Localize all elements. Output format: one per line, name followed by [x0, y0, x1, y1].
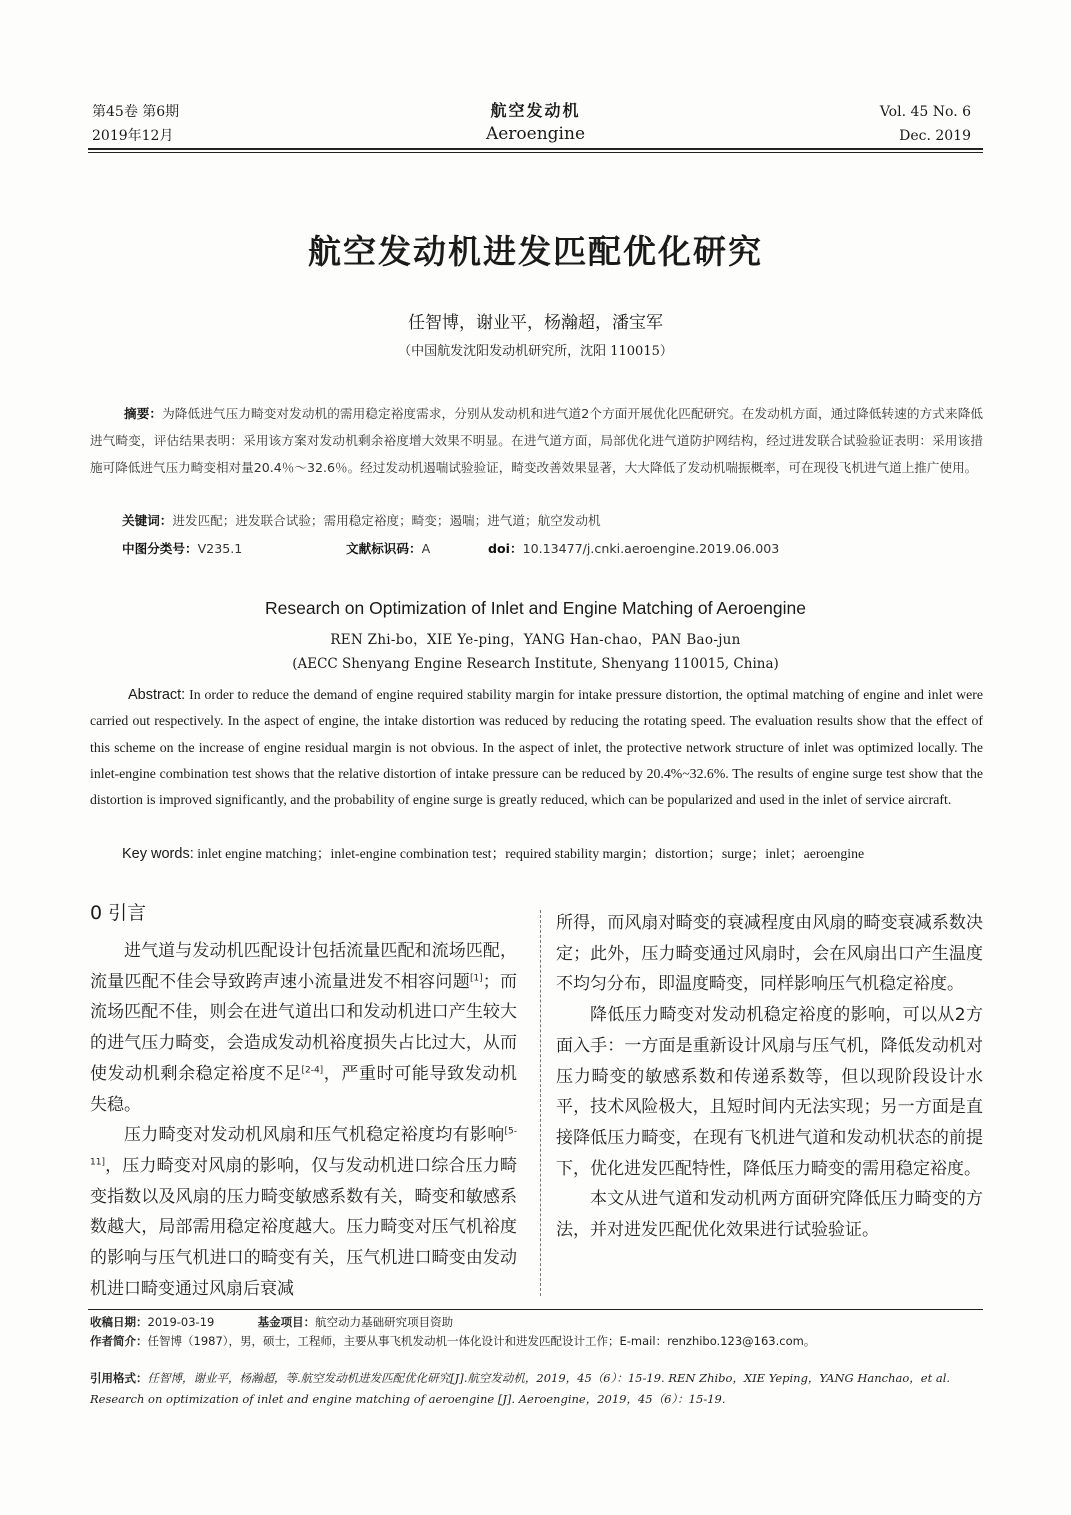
received-date: 2019-03-19: [147, 1315, 215, 1329]
affiliation-cn: （中国航发沈阳发动机研究所，沈阳 110015）: [398, 344, 673, 359]
abstract-cn-label: 摘要：: [124, 406, 163, 421]
doc-code-item: [346, 538, 430, 557]
header-volume-en-block: [880, 100, 971, 148]
doi-item: [488, 538, 779, 557]
citation-ref: [2-4]: [301, 1065, 324, 1076]
keywords-en-text: inlet engine matching；inlet-engine combination test；required stability margin；distortion；surge；inlet；aeroengine: [197, 846, 865, 861]
footnote-rule: [88, 1309, 983, 1310]
author-bio-text: 任智博（1987），男，硕士，工程师，主要从事飞机发动机一体化设计和进发匹配设计工作；E-mail：renzhibo.123@163.com。: [147, 1334, 816, 1348]
clc-item: [122, 538, 242, 557]
citation-ref: [5-11]: [90, 1126, 517, 1168]
fund-label: 基金项目：: [257, 1315, 316, 1329]
header-volume-cn: 第45卷 第6期: [92, 104, 180, 120]
authors-cn: 任智博，谢业平，杨瀚超，潘宝军: [408, 313, 663, 333]
keywords-cn-label: 关键词：: [122, 513, 173, 528]
clc-label: 中图分类号：: [122, 541, 198, 556]
paragraph-text: ，压力畸变对风扇的影响，仅与发动机进口综合压力畸变指数以及风扇的压力畸变敏感系数有关，畸变和敏感系数越大，局部需用稳定裕度越大。压力畸变对压气机裕度的影响与压气机进口的畸变有关，压气机进口畸变由发动机进口畸变通过风扇后衰减: [90, 1155, 517, 1299]
fund-text: 航空动力基础研究项目资助: [315, 1315, 454, 1329]
doi-label: doi：: [488, 541, 523, 556]
header-journal-cn: 航空发动机: [490, 101, 581, 120]
doc-code-value: A: [421, 541, 431, 556]
keywords-cn: [122, 510, 601, 529]
header-date-en: Dec. 2019: [899, 128, 971, 144]
abstract-en-text: In order to reduce the demand of engine required stability margin for intake pressure distortion, the optimal matching of engine and inlet were carried out respectively. In the aspect of engine, the intake distortion was reduced by reducing the rotating speed. The evaluation results show that the effect of this scheme on the increase of engine residual margin is not obvious. In the aspect of inlet, the protective network structure of inlet was optimized locally. The inlet-engine combination test shows that the relative distortion of intake pressure can be reduced by 20.4%~32.6%. The results of engine surge test show that the distortion is improved significantly, and the probability of engine surge is greatly reduced, which can be popularized and used in the inlet of service aircraft.: [90, 687, 983, 808]
column-divider: [540, 910, 541, 1296]
clc-value: V235.1: [197, 541, 243, 556]
paragraph-text: 进气道与发动机匹配设计包括流量匹配和流场匹配，流量匹配不佳会导致跨声速小流量进发不相容问题: [90, 941, 517, 992]
keywords-cn-text: 进发匹配；进发联合试验；需用稳定裕度；畸变；遏喘；进气道；航空发动机: [172, 513, 601, 528]
doc-code-label: 文献标识码：: [346, 541, 422, 556]
body-column-left: [90, 936, 517, 1304]
abstract-en: [90, 682, 983, 813]
paragraph: [90, 936, 517, 1120]
header-journal-en: Aeroengine: [485, 124, 586, 144]
keywords-en-label: Key words:: [122, 846, 194, 862]
paragraph: 本文从进气道和发动机两方面研究降低压力畸变的方法，并对进发匹配优化效果进行试验验证。: [556, 1189, 983, 1241]
paragraph: [90, 1120, 517, 1304]
abstract-cn: [90, 400, 983, 481]
header-volume-en: Vol. 45 No. 6: [879, 104, 971, 120]
footnote-citation: [90, 1368, 983, 1410]
paper-title-cn: 航空发动机进发匹配优化研究: [308, 232, 763, 271]
footnote-received-fund: [90, 1312, 983, 1332]
paragraph-text: 压力畸变对发动机风扇和压气机稳定裕度均有影响: [124, 1125, 505, 1146]
author-bio-label: 作者简介：: [90, 1334, 148, 1348]
paragraph-text: ；而流场匹配不佳，则会在进气道出口和发动机进口产生较大的进气压力畸变，会造成发动机裕度损失占比过大，从而使发动机剩余稳定裕度不足: [90, 971, 518, 1084]
header-rule-thick: [88, 148, 983, 150]
header-date-cn: 2019年12月: [92, 128, 174, 144]
abstract-en-label: Abstract:: [128, 687, 186, 703]
paragraph: 降低压力畸变对发动机稳定裕度的影响，可以从2方面入手：一方面是重新设计风扇与压气机，降低发动机对压力畸变的敏感系数和传递系数等，但以现阶段设计水平，技术风险极大，且短时间内无法实现；另一方面是直接降低压力畸变，在现有飞机进气道和发动机状态的前提下，优化进发匹配特性，降低压力畸变的需用稳定裕度。: [556, 1005, 983, 1179]
footnote-author-bio: [90, 1331, 983, 1351]
citation-ref: [1]: [469, 973, 483, 984]
received-label: 收稿日期：: [90, 1315, 148, 1329]
doi-value: 10.13477/j.cnki.aeroengine.2019.06.003: [522, 541, 780, 556]
affiliation-en: (AECC Shenyang Engine Research Institute, Shenyang 110015, China): [292, 656, 779, 672]
abstract-cn-text: 为降低进气压力畸变对发动机的需用稳定裕度需求，分别从发动机和进气道2个方面开展优化匹配研究。在发动机方面，通过降低转速的方式来降低进气畸变，评估结果表明：采用该方案对发动机剩余裕度增大效果不明显。在进气道方面，局部优化进气道防护网结构，经过进发联合试验验证表明：采用该措施可降低进气压力畸变相对量20.4％～32.6％。经过发动机遏喘试验验证，畸变改善效果显著，大大降低了发动机喘振概率，可在现役飞机进气道上推广使用。: [90, 406, 984, 475]
paragraph-text: ，严重时可能导致发动机失稳。: [90, 1063, 518, 1115]
paper-title-en: Research on Optimization of Inlet and Engine Matching of Aeroengine: [265, 598, 806, 618]
citation-label: 引用格式：: [90, 1371, 148, 1385]
section-heading: 0 引言: [90, 902, 147, 924]
keywords-en: [122, 842, 864, 862]
authors-en: REN Zhi-bo，XIE Ye-ping，YANG Han-chao，PAN Bao-jun: [330, 632, 741, 648]
body-column-right: [556, 908, 983, 1246]
header-rule-thin: [88, 152, 983, 153]
paragraph: 所得，而风扇对畸变的衰减程度由风扇的畸变衰减系数决定；此外，压力畸变通过风扇时，会在风扇出口产生温度不均匀分布，即温度畸变，同样影响压气机稳定裕度。: [556, 913, 983, 995]
citation-text: 任智博，谢业平，杨瀚超，等.航空发动机进发匹配优化研究[J].航空发动机，2019，45（6）：15-19. REN Zhibo，XIE Yeping，YANG Hanchao，et al. Research on optimization of inlet and engine matching of aeroengine [J]. Aeroengine，2019，45（6）：15-19.: [90, 1371, 951, 1406]
